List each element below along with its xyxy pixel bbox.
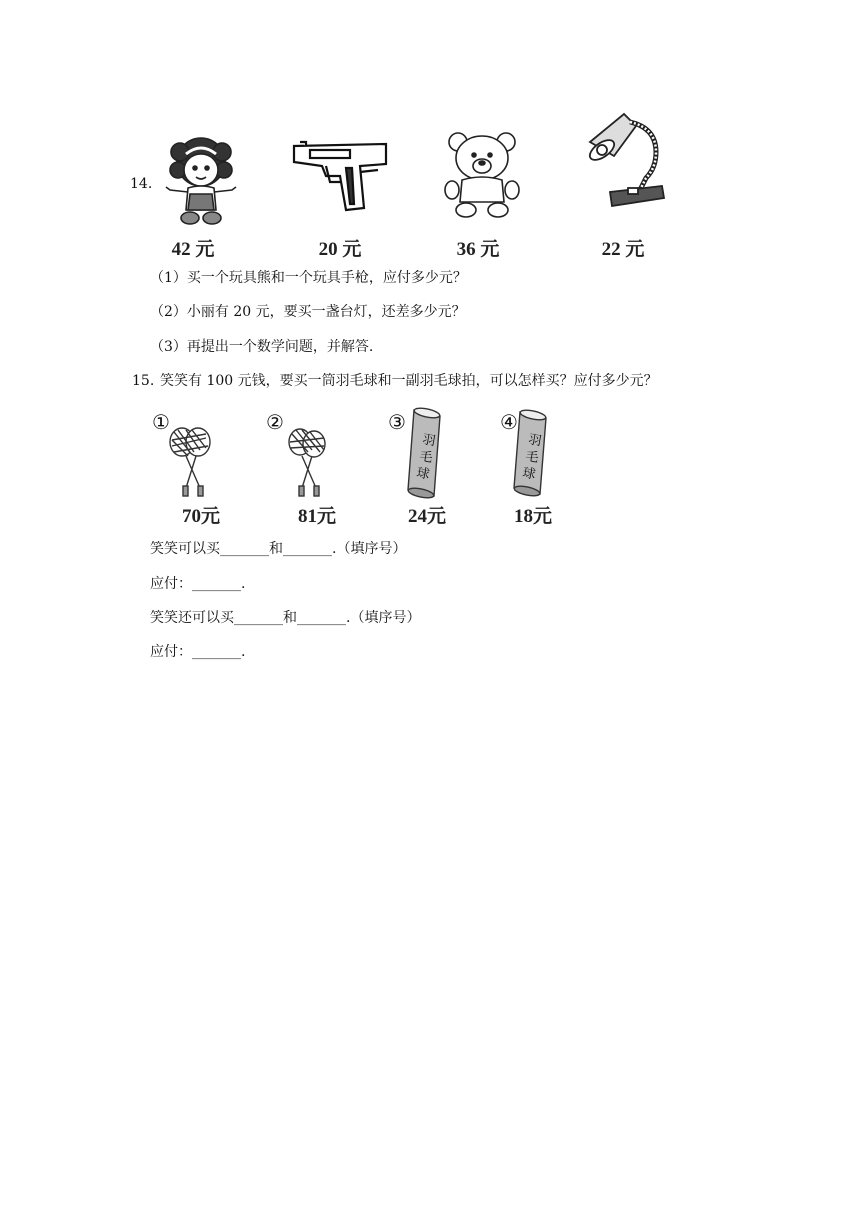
desk-lamp-icon [584, 108, 668, 210]
answer-line-3: 笑笑还可以买_______和_______.（填序号） [150, 610, 421, 626]
tube-3-char-2: 毛 [418, 448, 434, 467]
q14-sub-question-1: （1）买一个玩具熊和一个玩具手枪，应付多少元？ [150, 270, 467, 286]
tube-4-char-3: 球 [521, 465, 537, 483]
badminton-racket-icon [166, 426, 216, 498]
tube-3-char-3: 球 [415, 465, 431, 483]
question-14-number: 14. [130, 176, 153, 192]
teddy-bear-price: 36 元 [456, 239, 500, 260]
question-15-text: 笑笑有 100 元钱，要买一筒羽毛球和一副羽毛球拍，可以怎样买？应付多少元？ [160, 373, 658, 389]
question-15-number: 15. [132, 373, 155, 389]
item-2-price: 81元 [297, 506, 336, 527]
tube-4-char-2: 毛 [524, 448, 540, 467]
answer-line-4: 应付：_______. [150, 644, 246, 660]
answer-line-2: 应付：_______. [150, 576, 246, 592]
toy-gun-price: 20 元 [318, 239, 362, 260]
toy-gun-icon [290, 138, 390, 214]
item-4-price: 18元 [513, 506, 552, 527]
tube-4-char-1: 羽 [527, 432, 543, 450]
doll-icon [160, 132, 242, 230]
item-3-mark: ③ [388, 410, 406, 434]
item-2-mark: ② [266, 410, 284, 434]
item-3-price: 24元 [407, 506, 446, 527]
doll-price: 42 元 [171, 239, 215, 260]
q14-sub-question-2: （2）小丽有 20 元，要买一盏台灯，还差多少元？ [150, 304, 466, 320]
item-1-price: 70元 [181, 506, 220, 527]
answer-line-1: 笑笑可以买_______和_______.（填序号） [150, 541, 407, 557]
teddy-bear-icon [444, 128, 520, 220]
item-1-mark: ① [152, 410, 170, 434]
tube-3-char-1: 羽 [421, 432, 437, 450]
desk-lamp-price: 22 元 [601, 239, 645, 260]
badminton-racket-icon [286, 426, 336, 498]
item-4-mark: ④ [500, 410, 518, 434]
q14-sub-question-3: （3）再提出一个数学问题，并解答. [150, 339, 374, 355]
